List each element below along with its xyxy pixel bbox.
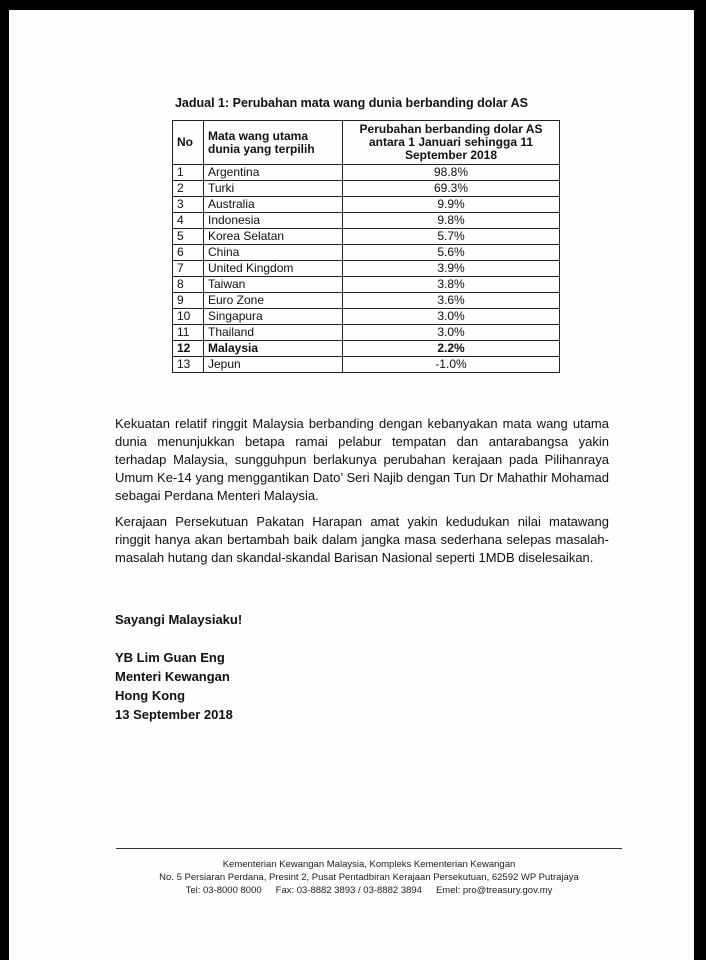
header-change: Perubahan berbanding dolar AS antara 1 Januari sehingga 11 September 2018: [343, 121, 560, 165]
paragraph-2: Kerajaan Persekutuan Pakatan Harapan amat yakin kedudukan nilai matawang ringgit hanya akan bertambah baik dalam jangka masa sederhana selepas masalah-masalah hutang dan skandal-skandal Barisan Nasional seperti 1MDB diselesaikan.: [115, 514, 609, 565]
row-currency: Turki: [204, 181, 343, 197]
signature-date: 13 September 2018: [115, 707, 233, 722]
row-change: -1.0%: [343, 357, 560, 373]
row-currency: Australia: [204, 197, 343, 213]
row-number: 10: [173, 309, 204, 325]
table-row: [173, 357, 560, 373]
row-number: 2: [173, 181, 204, 197]
row-currency: Thailand: [204, 325, 343, 341]
row-currency: China: [204, 245, 343, 261]
footer-email: Emel: pro@treasury.gov.my: [435, 885, 553, 896]
footer-divider: [116, 848, 622, 849]
row-currency: Euro Zone: [204, 293, 343, 309]
row-number: 1: [173, 165, 204, 181]
header-currency: Mata wang utama dunia yang terpilih: [204, 121, 343, 165]
row-change: 98.8%: [343, 165, 560, 181]
row-number: 7: [173, 261, 204, 277]
table-row: [173, 309, 560, 325]
row-change: 3.0%: [343, 325, 560, 341]
footer: [109, 858, 629, 897]
row-change: 9.8%: [343, 213, 560, 229]
table-row: [173, 325, 560, 341]
table-header-row: [173, 121, 560, 165]
table-row: [173, 181, 560, 197]
row-currency: Argentina: [204, 165, 343, 181]
signature-title: Menteri Kewangan: [115, 669, 230, 684]
row-number: 11: [173, 325, 204, 341]
footer-line-1: Kementerian Kewangan Malaysia, Kompleks Kementerian Kewangan: [222, 859, 516, 870]
row-number: 4: [173, 213, 204, 229]
footer-fax: Fax: 03-8882 3893 / 03-8882 3894: [275, 885, 422, 896]
signature-location: Hong Kong: [115, 688, 186, 703]
row-number: 13: [173, 357, 204, 373]
row-currency: Indonesia: [204, 213, 343, 229]
row-currency: Korea Selatan: [204, 229, 343, 245]
row-number: 8: [173, 277, 204, 293]
row-currency: Malaysia: [204, 341, 343, 357]
table-row: [173, 341, 560, 357]
row-number: 9: [173, 293, 204, 309]
paragraph-1: Kekuatan relatif ringgit Malaysia berbanding dengan kebanyakan mata wang utama dunia menunjukkan betapa ramai pelabur tempatan dan antarabangsa yakin terhadap Malaysia, sungguhpun berlakunya perubahan kerajaan pada Pilihanraya Umum Ke-14 yang menggantikan Dato’ Seri Najib dengan Tun Dr Mahathir Mohamad sebagai Perdana Menteri Malaysia.: [115, 416, 609, 503]
row-currency: United Kingdom: [204, 261, 343, 277]
table-row: [173, 261, 560, 277]
row-change: 2.2%: [343, 341, 560, 357]
row-currency: Singapura: [204, 309, 343, 325]
table-row: [173, 213, 560, 229]
row-number: 3: [173, 197, 204, 213]
header-no: No: [173, 121, 204, 165]
table-row: [173, 293, 560, 309]
signature-block: [115, 648, 233, 724]
row-number: 6: [173, 245, 204, 261]
currency-table: [172, 120, 560, 373]
signature-name: YB Lim Guan Eng: [115, 650, 225, 665]
document-page: [9, 10, 694, 960]
row-change: 3.9%: [343, 261, 560, 277]
table-row: [173, 165, 560, 181]
row-number: 12: [173, 341, 204, 357]
table-row: [173, 197, 560, 213]
row-change: 5.6%: [343, 245, 560, 261]
footer-line-2: No. 5 Persiaran Perdana, Presint 2, Pusat Pentadbiran Kerajaan Persekutuan, 62592 WP Putrajaya: [159, 872, 579, 883]
closing-line: Sayangi Malaysiaku!: [115, 612, 243, 627]
row-change: 3.0%: [343, 309, 560, 325]
row-currency: Taiwan: [204, 277, 343, 293]
row-change: 3.8%: [343, 277, 560, 293]
table-row: [173, 277, 560, 293]
footer-contact: [109, 884, 629, 897]
table-title: Jadual 1: Perubahan mata wang dunia berbanding dolar AS: [174, 96, 529, 110]
table-row: [173, 229, 560, 245]
row-number: 5: [173, 229, 204, 245]
footer-tel: Tel: 03-8000 8000: [185, 885, 262, 896]
row-change: 3.6%: [343, 293, 560, 309]
table-row: [173, 245, 560, 261]
row-change: 5.7%: [343, 229, 560, 245]
row-change: 9.9%: [343, 197, 560, 213]
row-change: 69.3%: [343, 181, 560, 197]
table-body: [173, 165, 560, 373]
row-currency: Jepun: [204, 357, 343, 373]
